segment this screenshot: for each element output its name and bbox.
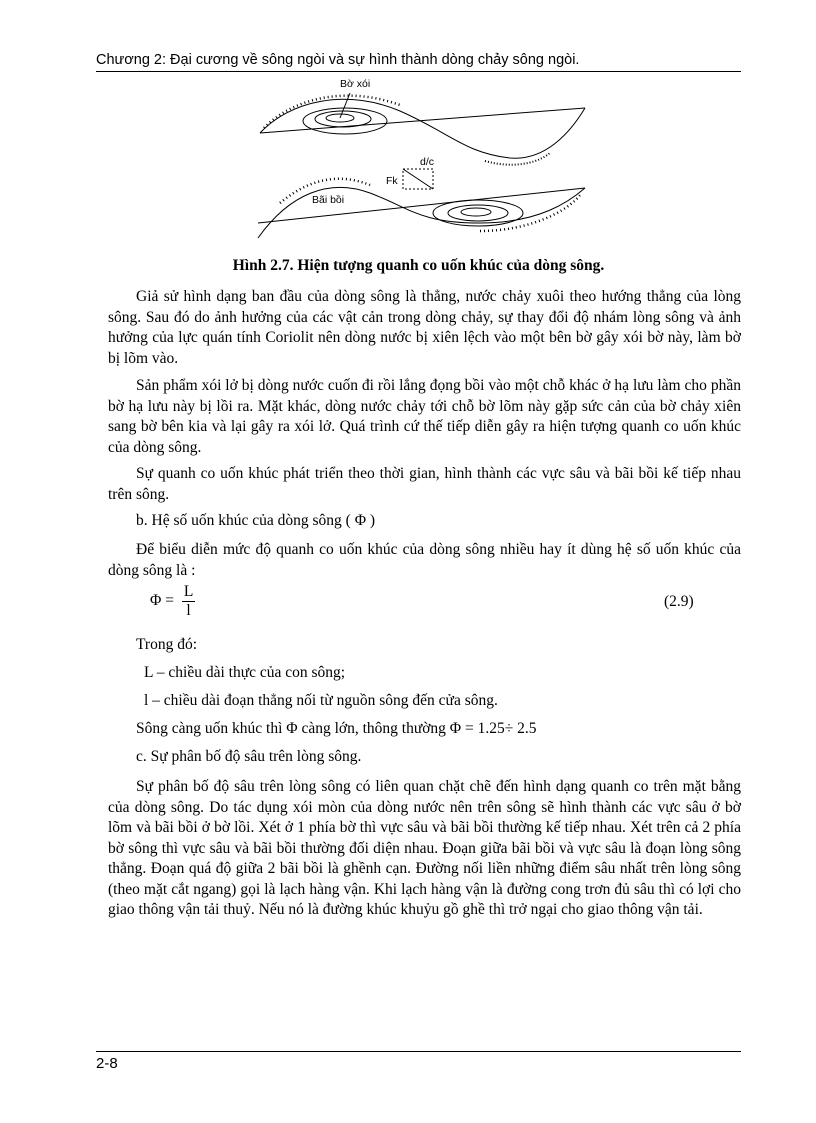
paragraph-5: Sông càng uốn khúc thì Φ càng lớn, thông thường Φ = 1.25÷ 2.5 — [136, 720, 537, 737]
heading-c: c. Sự phân bố độ sâu trên lòng sông. — [136, 748, 362, 765]
paragraph-1: Giả sử hình dạng ban đầu của dòng sông là thẳng, nước chảy xuôi theo hướng thẳng của lòng sông. Sau đó do ảnh hưởng của các vật cản trong dòng chảy, sự thay đổi độ nhám lòng sông và ảnh hưởng của lực quán tính Coriolit nên dòng nước bị xiên lệch vào một bên bờ gây xói bờ này, làm bờ bị lõm vào. — [108, 288, 741, 367]
formula-fraction — [182, 583, 195, 620]
upper-river-deposit — [485, 153, 550, 165]
lower-river-bank — [258, 187, 585, 238]
label-bo-xoi: Bờ xói — [340, 78, 371, 90]
definition-L: L – chiều dài thực của con sông; — [144, 664, 346, 681]
page-header: Chương 2: Đại cương về sông ngòi và sự hình thành dòng chảy sông ngòi. — [96, 52, 580, 68]
lower-river-straight-line — [258, 188, 585, 223]
figure-caption: Hình 2.7. Hiện tượng quanh co uốn khúc của dòng sông. — [232, 257, 605, 274]
heading-b: b. Hệ số uốn khúc của dòng sông ( Φ ) — [136, 512, 376, 529]
lower-whirl-outer — [433, 200, 523, 226]
page-number: 2-8 — [96, 1055, 118, 1072]
paragraph-4: Để biểu diễn mức độ quanh co uốn khúc của dòng sông nhiều hay ít dùng hệ số uốn khúc của dòng sông là : — [108, 541, 741, 579]
lower-whirl-inner — [461, 208, 491, 216]
formula-numerator: L — [183, 583, 194, 600]
meander-figure — [250, 73, 592, 248]
lower-whirl-mid — [448, 205, 508, 221]
footer-rule — [96, 1051, 741, 1052]
label-fk: Fk — [386, 175, 398, 187]
label-dc: d/c — [420, 156, 435, 168]
equation-number: (2.9) — [664, 593, 694, 610]
trong-do: Trong đó: — [136, 636, 198, 653]
force-arrow — [403, 169, 433, 189]
label-bai-boi: Bãi bồi — [312, 194, 345, 206]
paragraph-6: Sự phân bố độ sâu trên lòng sông có liên quan chặt chẽ đến hình dạng quanh co trên mặt bằng của dòng sông. Do tác dụng xói mòn của dòng nước nên trên sông sẽ hình thành các vực sâu ở bờ lõm và bãi bồi ở bờ lồi. Xét ở 1 phía bờ thì vực sâu và bãi bồi thường kế tiếp nhau. Xét trên cả 2 phía bờ sông thì vực sâu và bãi bồi thường đối diện nhau. Đoạn giữa bãi bồi và vực sâu là đoạn lòng sông thẳng. Đoạn quá độ giữa 2 bãi bồi là ghềnh cạn. Đường nối liền những điểm sâu nhất trên lòng sông (theo mặt cắt ngang) gọi là lạch hàng vận. Khi lạch hàng vận là đường cong trơn đủ sâu thì có lợi cho giao thông vận tải thuỷ. Nếu nó là đường khúc khuỷu gồ ghề thì trở ngại cho giao thông vận tải. — [108, 778, 741, 918]
formula-lhs: Φ = — [150, 592, 174, 610]
lower-river-hatch-right — [480, 195, 580, 231]
header-rule — [96, 71, 741, 72]
formula — [150, 583, 195, 620]
paragraph-3: Sự quanh co uốn khúc phát triển theo thời gian, hình thành các vực sâu và bãi bồi kế tiếp nhau trên sông. — [108, 465, 741, 503]
definition-l: l – chiều dài đoạn thẳng nối từ nguồn sông đến cửa sông. — [144, 692, 498, 709]
upper-river-straight-line — [260, 108, 585, 133]
upper-whirl-mid — [315, 111, 371, 127]
formula-denominator: l — [186, 602, 191, 619]
paragraph-2: Sản phẩm xói lở bị dòng nước cuốn đi rồi lắng đọng bồi vào một chỗ khác ở hạ lưu làm cho phần bờ hạ lưu này bị lồi ra. Mặt khác, dòng nước chảy tới chỗ bờ lõm này gặp sức cản của bờ chảy xiên sang bờ bên kia và lại gây ra xói lở. Quá trình cứ thế tiếp diễn gây ra hiện tượng quanh co uốn khúc của dòng sông. — [108, 377, 741, 456]
